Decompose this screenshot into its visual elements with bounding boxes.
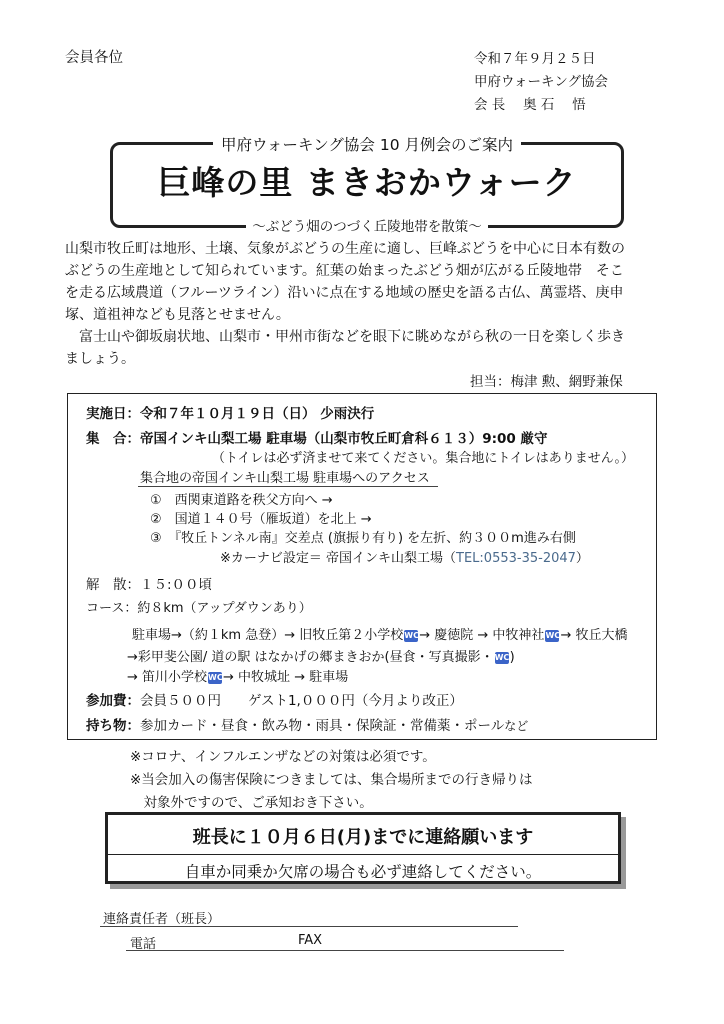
dismissal-time: 解 散：１５:００頃: [86, 577, 213, 593]
contact-deadline-box: [105, 812, 621, 884]
contact-person-line: [100, 926, 518, 927]
contact-instruction: 自車か同乗か欠席の場合も必ず連絡してください。: [184, 863, 542, 881]
event-subtitle: 甲府ウォーキング協会 10 月例会のご案内: [213, 136, 521, 154]
title-frame: [110, 136, 624, 235]
items-to-bring: [86, 714, 528, 734]
issue-date: 令和７年９月２５日: [474, 51, 596, 67]
course-summary: コース：約８km（アップダウンあり）: [86, 601, 312, 616]
bring-label: 持ち物：: [86, 718, 140, 734]
phone-number[interactable]: TEL:0553-35-2047: [456, 551, 576, 566]
note: 対象外ですので、ご承知おき下さい。: [130, 795, 373, 811]
note: ※コロナ、インフルエンザなどの対策は必須です。: [130, 749, 436, 765]
event-date: 実施日：令和７年１０月１９日（日） 少雨決行: [86, 406, 375, 422]
bring-suffix: など: [504, 719, 529, 733]
route-line: →彩甲斐公園/ 道の駅 はなかげの郷まきおか(昼食・写真撮影・WC): [127, 650, 515, 665]
intro-line: ぶどうの生産地として知られています。紅葉の始まったぶどう畑が広がる丘陵地帯 そこ: [65, 263, 624, 279]
contact-person-label: 連絡責任者（班長）: [103, 912, 221, 927]
route-line: → 笛川小学校WC→ 中牧城址 → 駐車場: [127, 670, 349, 685]
fee-label: 参加費：: [86, 693, 140, 709]
staff-in-charge: 担当：梅津 勲、網野兼保: [470, 374, 623, 390]
organization-name: 甲府ウォーキング協会: [474, 74, 609, 90]
route-line: 駐車場→（約１km 急登）→ 旧牧丘第２小学校WC→ 慶徳院 → 中牧神社WC→ 牧丘大橋: [132, 628, 628, 643]
access-underline: [138, 486, 438, 487]
restroom-icon: WC: [494, 653, 510, 662]
restroom-icon: WC: [545, 631, 561, 640]
access-step: ③ 『牧丘トンネル南』交差点 (旗振り有り) を左折、約３００m進み右側: [150, 531, 576, 546]
divider: [108, 854, 618, 855]
phone-fax-line: [126, 950, 564, 951]
intro-line: 山梨市牧丘町は地形、土壌、気象がぶどうの生産に適し、巨峰ぶどうを中心に日本有数の: [65, 241, 625, 257]
addressee: 会員各位: [65, 50, 123, 66]
access-step: ① 西関東道路を秩父方向へ →: [150, 493, 333, 508]
bring-value: 参加カード・昼食・飲み物・雨具・保険証・常備薬・ポール: [140, 718, 505, 734]
intro-line: 塚、道祖神なども見落とせません。: [65, 307, 290, 323]
meeting-place: 集 合：帝国インキ山梨工場 駐車場（山梨市牧丘町倉科６１３）9:00 厳守: [86, 431, 548, 447]
intro-line: ましょう。: [65, 351, 135, 367]
navi-suffix: ）: [575, 551, 589, 566]
fee: [86, 689, 463, 709]
contact-deadline: 班長に１０月６日(月)までに連絡願います: [192, 827, 534, 848]
sender-name: 会 長 奥 石 悟: [474, 97, 586, 113]
intro-line: を走る広域農道（フルーツライン）沿いに点在する地域の歴史を語る古仏、萬霊塔、庚申: [65, 285, 624, 301]
fee-value: 会員５００円 ゲスト1,０００円（今月より改正）: [140, 693, 463, 709]
access-title: 集合地の帝国インキ山梨工場 駐車場へのアクセス: [140, 471, 430, 486]
note: ※当会加入の傷害保険につきましては、集合場所までの行き帰りは: [130, 772, 533, 788]
intro-line: 富士山や御坂扇状地、山梨市・甲州市街などを眼下に眺めながら秋の一日を楽しく歩き: [65, 329, 625, 345]
fax-label: FAX: [298, 933, 323, 948]
restroom-icon: WC: [404, 631, 419, 640]
navi-prefix: ※カーナビ設定＝ 帝国インキ山梨工場（: [220, 551, 457, 566]
toilet-note: （トイレは必ず済ませて来てください。集合地にトイレはありません。）: [212, 451, 634, 466]
access-step: ② 国道１４０号（雁坂道）を北上 →: [150, 512, 372, 527]
event-tagline: ～ぶどう畑のつづく丘陵地帯を散策～: [246, 219, 488, 235]
restroom-icon: WC: [208, 673, 223, 682]
intro-text: [65, 238, 665, 370]
car-navi-note: [220, 547, 589, 566]
event-title: 巨峰の里 まきおかウォーク: [157, 163, 577, 202]
phone-label: 電話: [130, 937, 157, 952]
